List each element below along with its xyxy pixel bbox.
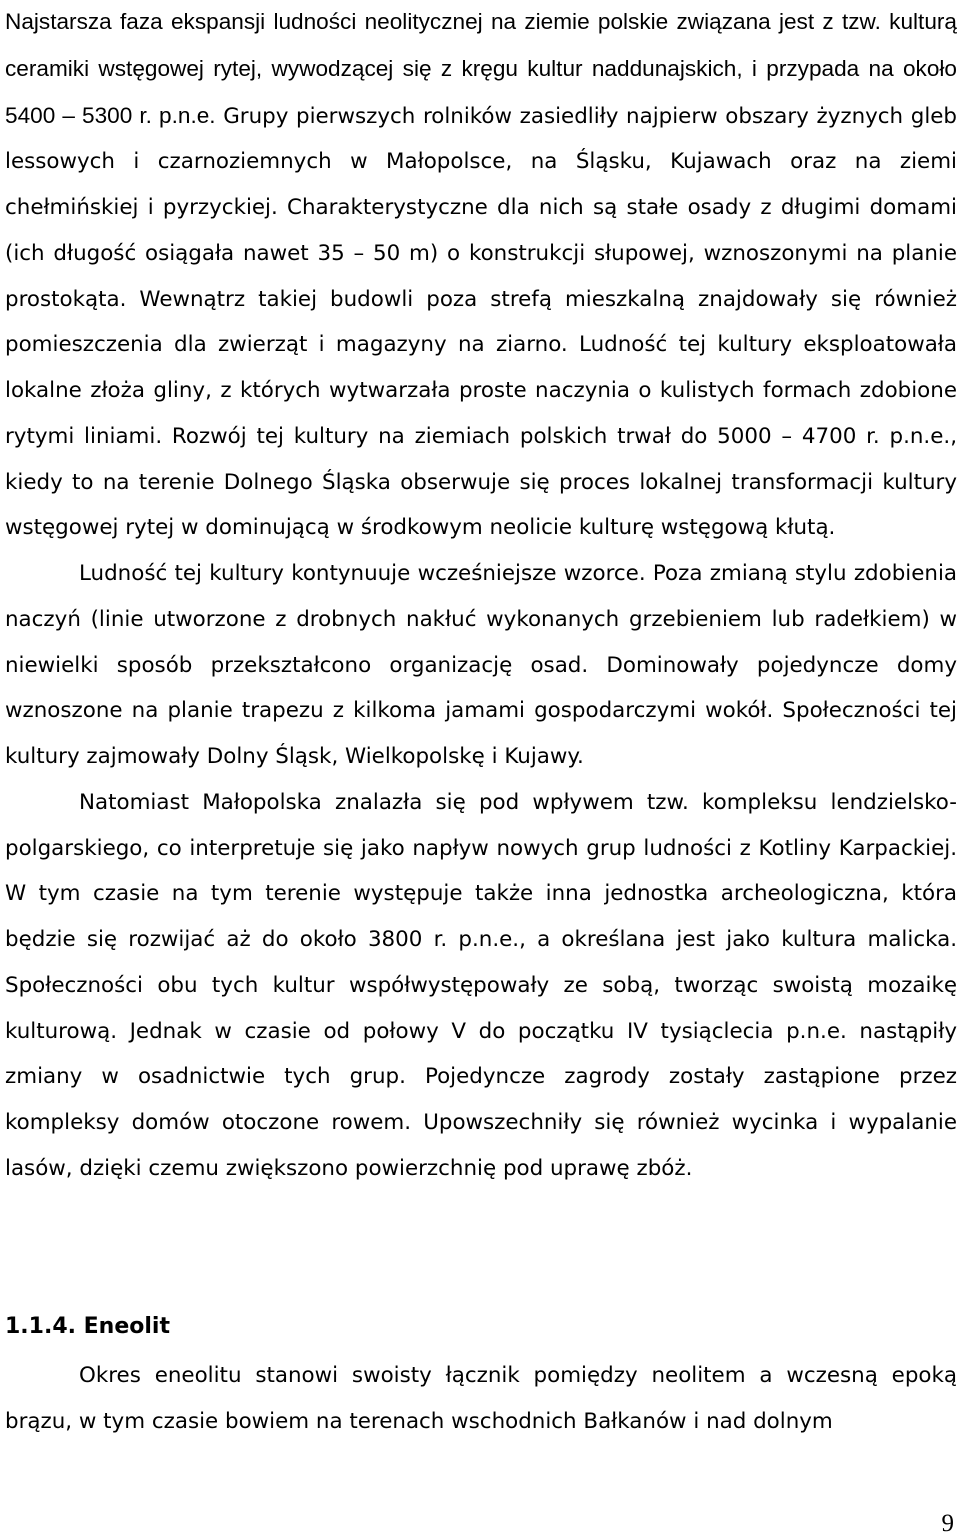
paragraph-stroke-ornamented-culture: Ludność tej kultury kontynuuje wcześniejsze wzorce. Poza zmianą stylu zdobienia naczyń (linie utworzone z drobnych nakłuć wykonanych grzebieniem lub radełkiem) w niewielki sposób przekształcono organizację osad. Dominowały pojedyncze domy wznoszone na planie trapezu z kilkoma jamami gospodarczymi wokół. Społeczności tej kultury zajmowały Dolny Śląsk, Wielkopolskę i Kujawy. <box>5 561 957 769</box>
paragraph-lesser-poland: Natomiast Małopolska znalazła się pod wpływem tzw. kompleksu lendzielsko-polgarskiego, co interpretuje się jako napływ nowych grup ludności z Kotliny Karpackiej. W tym czasie na tym terenie występuje także inna jednostka archeologiczna, która będzie się rozwijać aż do około 3800 r. p.n.e., a określana jest jako kultura malicka. Społeczności obu tych kultur współwystępowały ze sobą, tworząc swoistą mozaikę kulturową. Jednak w czasie od połowy V do początku IV tysiąclecia p.n.e. nastąpiły zmiany w osadnictwie tych grup. Pojedyncze zagrody zostały zastąpione przez kompleksy domów otoczone rowem. Upowszechniły się również wycinka i wypalanie lasów, dzięki czemu zwiększono powierzchnię pod uprawę zbóż. <box>5 789 957 1181</box>
paragraph-eneolithic-period: Okres eneolitu stanowi swoisty łącznik pomiędzy neolitem a wczesną epoką brązu, w tym czasie bowiem na terenach wschodnich Bałkanów i nad dolnym <box>5 1363 957 1434</box>
section-heading-eneolit: 1.1.4. Eneolit <box>5 1314 170 1339</box>
paragraph-neolithic-expansion <box>5 0 957 551</box>
paragraph-continuation-text: Grupy pierwszych rolników zasiedliły najpierw obszary żyznych gleb lessowych i czarnoziemnych w Małopolsce, na Śląsku, Kujawach oraz na ziemi chełmińskiej i pyrzyckiej. Charakterystyczne dla nich są stałe osady z długimi domami (ich długość osiągała nawet 35 – 50 m) o konstrukcji słupowej, wznoszonymi na planie prostokąta. Wewnątrz takiej budowli poza strefą mieszkalną znajdowały się również pomieszczenia dla zwierząt i magazyny na ziarno. Ludność tej kultury eksploatowała lokalne złoża gliny, z których wytwarzała proste naczynia o kulistych formach zdobione rytymi liniami. Rozwój tej kultury na ziemiach polskich trwał do 5000 – 4700 r. p.n.e., kiedy to na terenie Dolnego Śląska obserwuje się proces lokalnej transformacji kultury wstęgowej rytej w dominującą w środkowym neolicie kulturę wstęgową kłutą. <box>5 103 957 541</box>
document-page <box>5 0 957 1434</box>
page-number: 9 <box>941 1510 954 1537</box>
paragraph-lead-text: Najstarsza faza ekspansji ludności neolitycznej na ziemie polskie związana jest z tzw. kulturą ceramiki wstęgowej rytej, wywodzącej się z kręgu kultur naddunajskich, i przypada na około 5400 – 5300 r. p.n.e. <box>5 9 957 128</box>
